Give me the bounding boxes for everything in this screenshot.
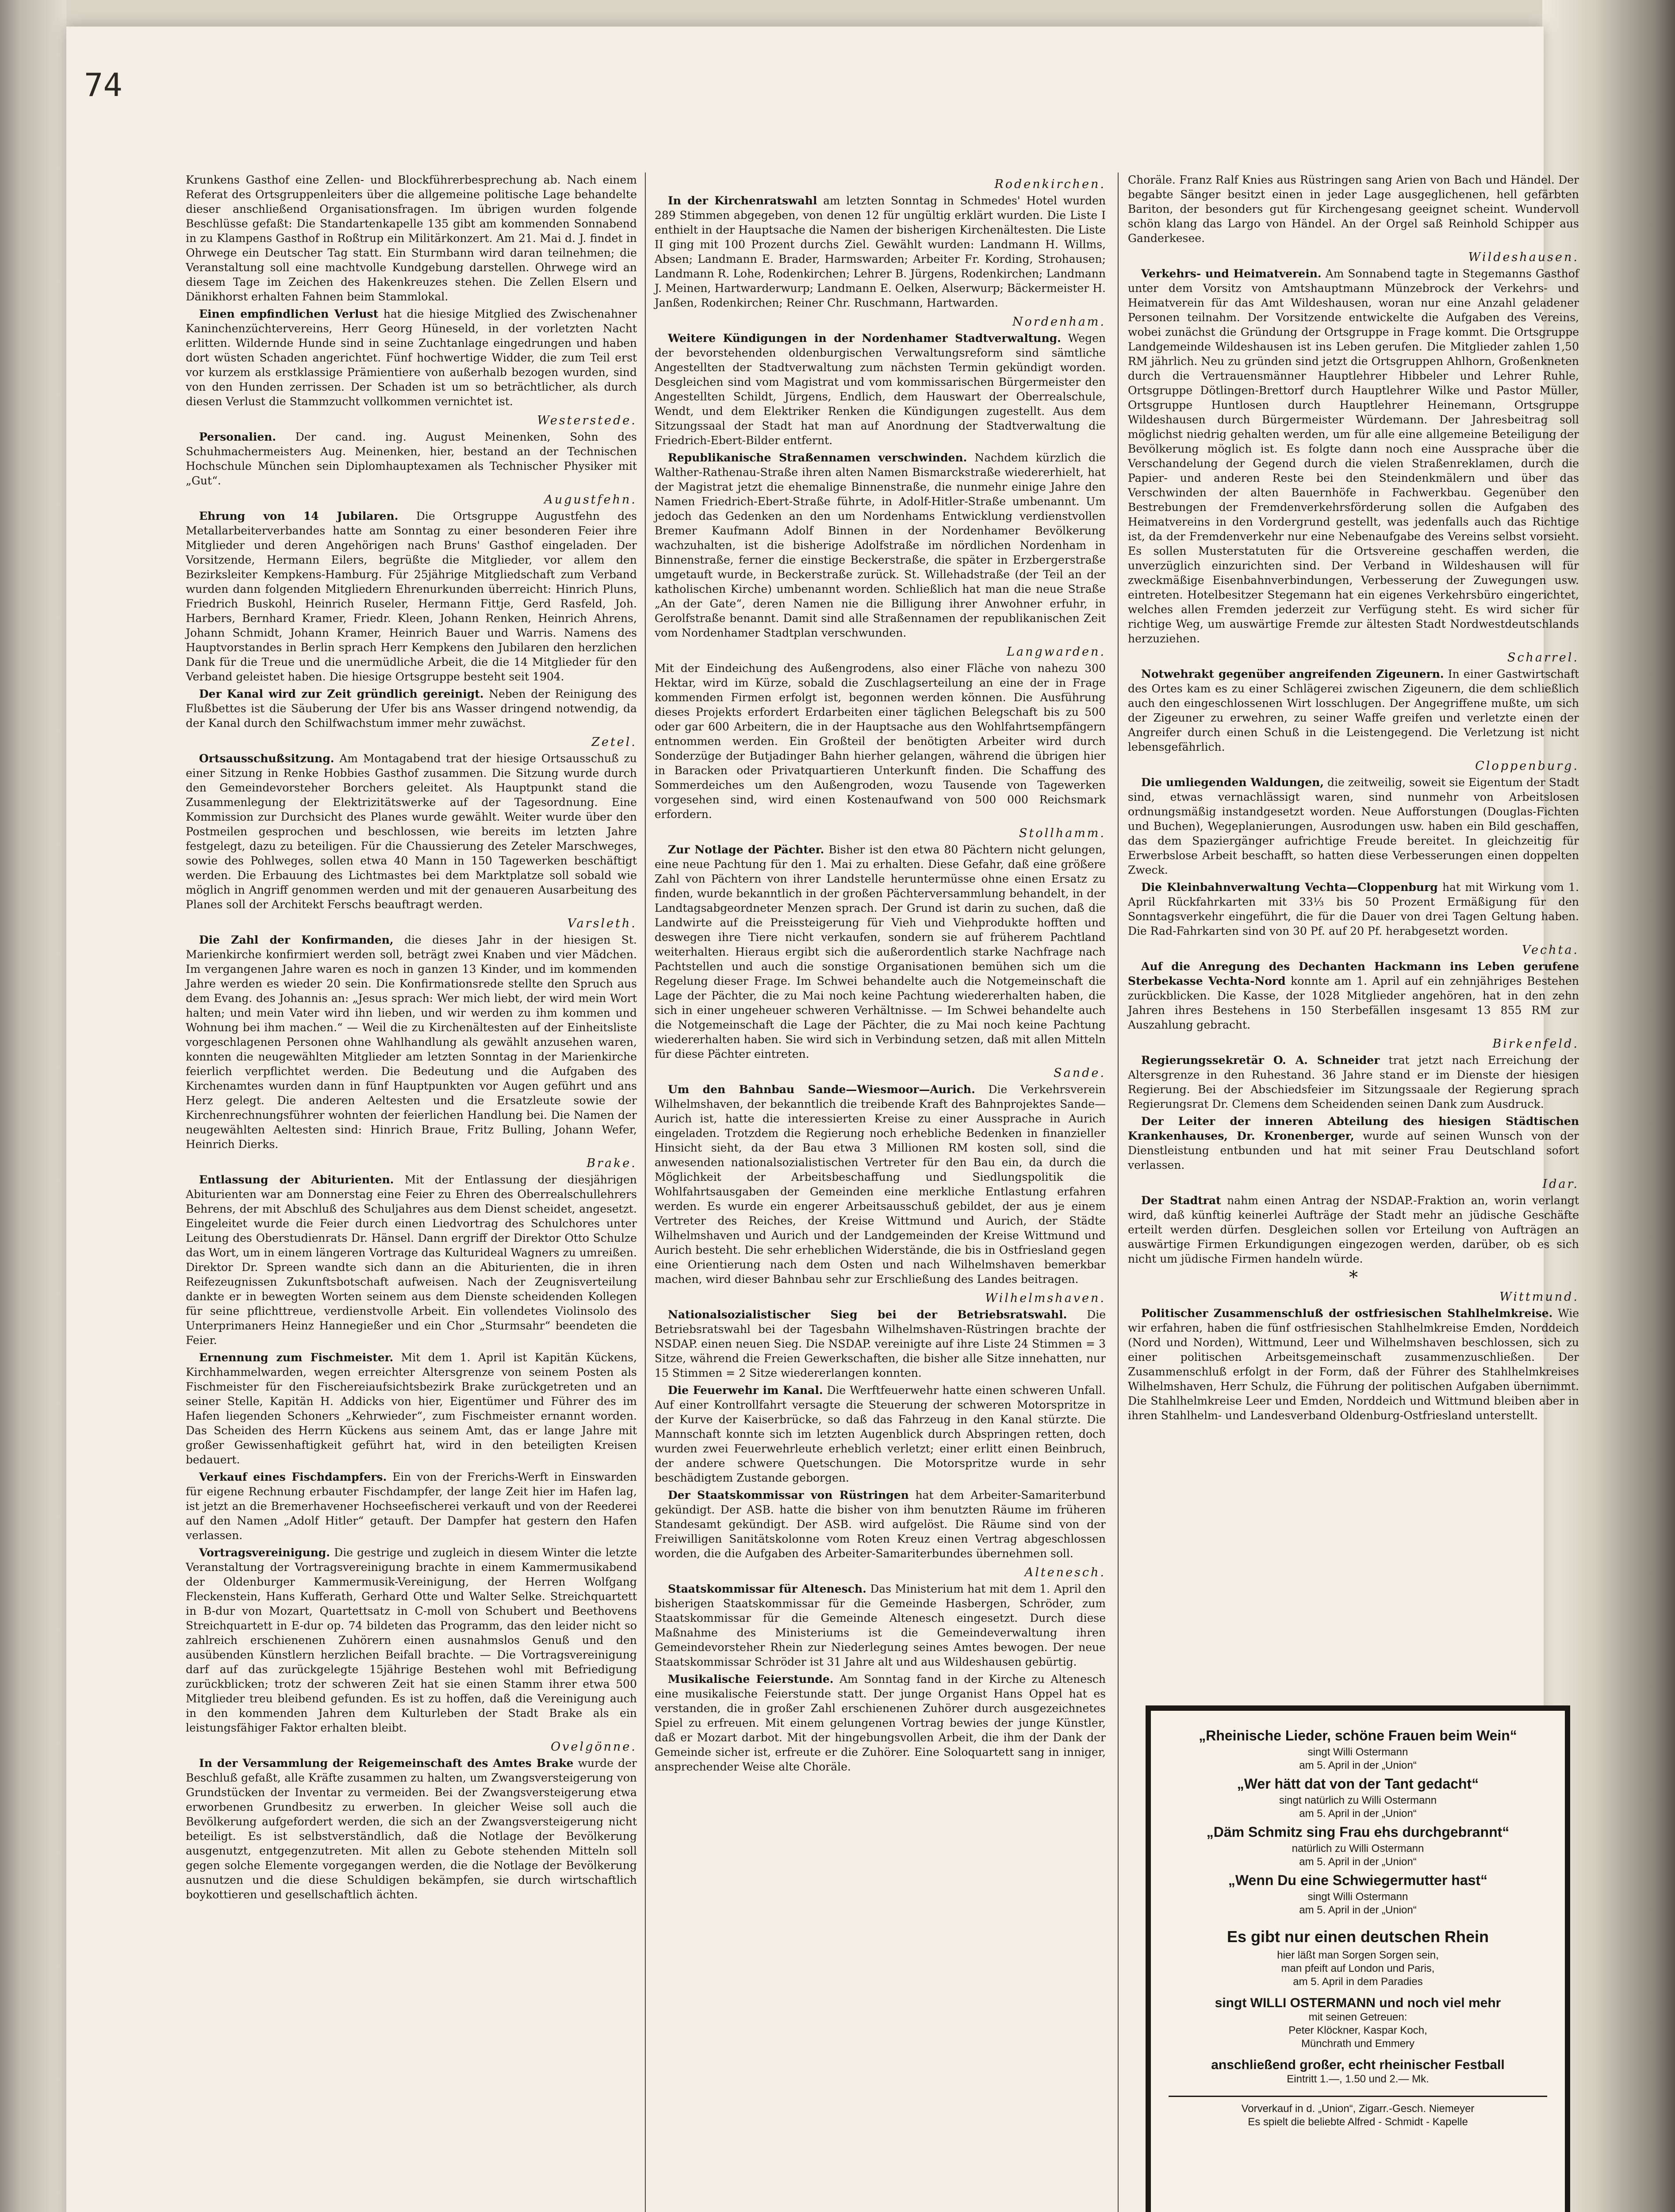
article-headline: Die Feuerwehr im Kanal.: [668, 1384, 823, 1397]
article-paragraph: [655, 842, 1106, 1061]
article-headline: Ortsausschußsitzung.: [199, 752, 334, 765]
article-dateline: Idar.: [1542, 1177, 1579, 1191]
article-headline: Die Kleinbahnverwaltung Vechta—Cloppenburg: [1141, 881, 1438, 894]
ad-song-title: „Wer hätt dat von der Tant gedacht“: [1237, 1776, 1479, 1792]
article-block: [1128, 250, 1579, 646]
article-headline: Die umliegenden Waldungen,: [1141, 776, 1324, 789]
article-text: Wie wir erfahren, haben die fünf ostfriesischen Stahlhelmkreise Emden, Norddeich (Nord und Norden), Wittmund, Leer und Wilhelmshaven beschlossen, sich zu einer politischen Arbeitsgemeinschaft zusammenzuschließen. Der Zusammenschluß erfolgt in der Form, daß der Führer des Stahlhelmkreises Wilhelmshaven, Herr Schulz, die Führung der politischen Aufgaben übernimmt. Die Stahlhelmkreise Leer und Emden, Norddeich und Wittmund bleiben aber in ihren Stahlhelm- und Landesverband Oldenburg-Ostfriesland unterstellt.: [1128, 1307, 1579, 1422]
ad-song-line: singt natürlich zu Willi Ostermann: [1279, 1794, 1437, 1806]
column-2: [655, 173, 1106, 1777]
article-block: [655, 826, 1106, 1061]
page-number: 74: [84, 66, 123, 104]
article-paragraph: [1128, 880, 1579, 938]
article-dateline: Altenesch.: [1024, 1566, 1106, 1579]
ad-line: hier läßt man Sorgen Sorgen sein,: [1277, 1949, 1439, 1961]
ad-song-line: singt Willi Ostermann: [1307, 1746, 1408, 1758]
article-text: nahm einen Antrag der NSDAP.-Fraktion an, worin verlangt wird, daß künftig keinerlei Aufträge der Stadt mehr an jüdische Geschäfte erteilt werden dürfen. Desgleichen sollen vor Erteilung von Aufträgen an auswärtige Firmen Erkundigungen eingezogen werden, darüber, ob es sich nicht um jüdische Firmen handeln würde.: [1128, 1194, 1579, 1265]
article-paragraph: [655, 331, 1106, 448]
article-block: [186, 1740, 637, 1902]
article-headline: Vortragsvereinigung.: [199, 1546, 330, 1559]
article-paragraph: [186, 307, 637, 409]
article-paragraph: [186, 1350, 637, 1467]
article-paragraph: [1128, 266, 1579, 646]
article-text: Das Ministerium hat mit dem 1. April den bisherigen Staatskommissar für die Gemeinde Hasbergen, Schröder, zum Staatskommissar für die Gemeinde Altenesch eingesetzt. Durch diese Maßnahme des Ministeriums ist die Gemeindeverwaltung ihren Gemeindevorsteher Rhein zur Niederlegung seines Amtes bewogen. Der neue Staatskommissar Schröder ist 31 Jahre alt und aus Wildeshausen gebürtig.: [655, 1582, 1106, 1668]
article-headline: Die Zahl der Konfirmanden,: [199, 933, 394, 946]
article-dateline: Vechta.: [1522, 943, 1579, 957]
article-block: [655, 1291, 1106, 1380]
ad-song-title: „Däm Schmitz sing Frau ehs durchgebrannt“: [1206, 1824, 1510, 1840]
article-headline: Um den Bahnbau Sande—Wiesmoor—Aurich.: [668, 1083, 975, 1096]
ad-song-line: am 5. April in der „Union“: [1299, 1904, 1417, 1916]
article-headline: Ernennung zum Fischmeister.: [199, 1351, 394, 1364]
article-headline: Politischer Zusammenschluß der ostfriesischen Stahlhelmkreise.: [1141, 1307, 1553, 1320]
article-headline: In der Versammlung der Reigemeinschaft des Amtes Brake: [199, 1757, 574, 1770]
ad-song-title: „Wenn Du eine Schwiegermutter hast“: [1228, 1872, 1488, 1888]
article-block: [655, 1488, 1106, 1561]
article-text: Die Ortsgruppe Augustfehn des Metallarbeiterverbandes hatte am Sonntag zu einer besonderen Feier ihre Mitglieder und deren Angehörigen nach Bruns' Gasthof eingeladen. Der Vorsitzende, Hermann Eilers, begrüßte die Mitglieder, vor allem den Bezirksleiter Kempkens-Hamburg. Für 25jährige Mitgliedschaft zum Verband wurden dann folgenden Mitgliedern Ehrenurkunden überreicht: Hinrich Pluns, Friedrich Buskohl, Heinrich Ruseler, Hermann Fittje, Gerd Rasfeld, Joh. Harbers, Bernhard Kramer, Friedr. Kleen, Johann Renken, Heinrich Ahrens, Johann Schmidt, Johann Kramer, Heinrich Bauer und Warris. Namens des Hauptvorstandes in Berlin sprach Herr Kempkens den Jubilaren den herzlichen Dank für die Treue und die unermüdliche Arbeit, die die 14 Mitglieder für den Verband geleistet haben. Die hiesige Ortsgruppe besteht seit 1904.: [186, 510, 637, 683]
article-block: [655, 645, 1106, 822]
article-headline: Nationalsozialistischer Sieg bei der Betriebsratswahl.: [668, 1308, 1067, 1321]
article-paragraph: [655, 1307, 1106, 1380]
article-dateline: Langwarden.: [1006, 645, 1106, 659]
article-dateline: Wildeshausen.: [1468, 250, 1579, 264]
article-block: [1128, 1290, 1579, 1423]
article-text: Bisher ist den etwa 80 Pächtern nicht gelungen, eine neue Pachtung für den 1. Mai zu erhalten. Diese Gefahr, daß eine größere Zahl von Pächtern von ihrer Landstelle heruntermüsse ohne einen Ersatz zu finden, wurde bekanntlich in der großen Pächterversammlung behandelt, in der Landtagsabgeordneter Menzen sprach. Der Grund ist darin zu suchen, daß die Landwirte auf die Preissteigerung für Vieh und Viehprodukte hofften und deswegen ihre Tiere nicht verkaufen, sondern sie auf früherem Pachtland weiterhalten. Hieraus ergibt sich die außerordentlich starke Nachfrage nach Pachtstellen und auch die sonstige Organisationen bemühen sich um die Regelung dieser Frage. Im Schwei behandelte auch die Notgemeinschaft die Lage der Pächter, die zu Mai noch keine Pachtung wiedererhalten haben, die sich in einer ungeheuer schweren Verhältnisse. — Im Schwei behandelte auch die Notgemeinschaft die Lage der Pächter, die zu Mai noch keine Pachtung wiedererhalten haben. Sie wird sich in Verbindung setzen, daß mit allen Mitteln für diese Pächter eintreten.: [655, 843, 1106, 1060]
article-paragraph: [655, 1488, 1106, 1561]
article-paragraph: [186, 1172, 637, 1348]
article-headline: Staatskommissar für Altenesch.: [668, 1582, 866, 1595]
article-paragraph: [186, 509, 637, 684]
article-paragraph: [655, 661, 1106, 822]
article-dateline: Nordenham.: [1012, 315, 1106, 329]
article-headline: Einen empfindlichen Verlust: [199, 307, 379, 320]
article-headline: Der Staatskommissar von Rüstringen: [668, 1489, 909, 1502]
article-block: [1128, 943, 1579, 1032]
article-text: trat jetzt nach Erreichung der Altersgrenze in den Ruhestand. 36 Jahre stand er im Dienste der hiesigen Regierung. Bei der Abschiedsfeier im Sitzungssaale der Regierung sprach Regierungsrat Dr. Clemens dem Scheidenden seinen Dank zum Ausdruck.: [1128, 1054, 1579, 1110]
article-paragraph: [1128, 1114, 1579, 1172]
article-text: hat mit Wirkung vom 1. April Rückfahrkarten mit 33⅓ bis 50 Prozent Ermäßigung für den Sonntagsverkehr eingeführt, die für die Dauer von drei Tagen Geltung haben. Die Rad-Fahrkarten sind von 30 Pf. auf 20 Pf. herabgesetzt worden.: [1128, 881, 1579, 937]
ad-line: am 5. April in dem Paradies: [1293, 1976, 1423, 1988]
column-1: [186, 173, 637, 1905]
article-paragraph: [655, 193, 1106, 310]
ad-song-line: singt Willi Ostermann: [1307, 1891, 1408, 1903]
article-text: wurde auf seinen Wunsch von der Dienstleistung entbunden und hat mit seiner Frau Deutschland sofort verlassen.: [1128, 1129, 1579, 1171]
ad-song-2: [1169, 1776, 1547, 1820]
article-block: [186, 916, 637, 1152]
article-text: am letzten Sonntag in Schmedes' Hotel wurden 289 Stimmen abgegeben, von denen 12 für ungültig erklärt wurden. Die Liste I enthielt in der Hauptsache die Namen der bisherigen Kirchenältesten. Die Liste II ging mit 100 Prozent durchs Ziel. Gewählt wurden: Landmann H. Willms, Absen; Landmann E. Brader, Harmswarden; Arbeiter Fr. Kording, Strohausen; Landmann R. Lohe, Rodenkirchen; Lehrer B. Jürgens, Rodenkirchen; Landmann J. Meinen, Hartwarderwurp; Landmann E. Oelken, Alserwurp; Bäckermeister H. Janßen, Rodenkirchen; Reiner Chr. Ruschmann, Hartwarden.: [655, 194, 1106, 309]
article-block: [186, 1350, 637, 1467]
article-paragraph: [1128, 1193, 1579, 1266]
article-text: Die gestrige und zugleich in diesem Winter die letzte Veranstaltung der Vortragsvereinigung brachte in einem Kammermusikabend der Oldenburger Kammermusik-Vereinigung, der Herren Wolfgang Fleckenstein, Hans Kufferath, Gerhard Otte und Walter Selke. Streichquartett in B-dur von Mozart, Quartettsatz in C-moll von Schubert und Beethovens Streichquartett in E-dur op. 74 bildeten das Programm, das den leider nicht so zahlreich erschienenen Zuhörern einen ausnahmslos Genuß und den ausübenden Künstlern herzlichen Beifall brachte. — Die Vortragsvereinigung darf auf das zurückgelegte 15jährige Bestehen wohl mit Befriedigung zurückblicken; trotz der schweren Zeit hat sie einen Stamm ihrer etwa 500 Mitglieder treu bleibend gefunden. Es ist zu hoffen, daß die Vereinigung auch in den kommenden Jahren dem Kulturleben der Stadt Brake als ein leistungsfähiger Faktor erhalten bleibt.: [186, 1546, 637, 1734]
column-rule: [1118, 173, 1119, 2212]
ad-line: Peter Klöckner, Kaspar Koch,: [1288, 2024, 1427, 2036]
article-paragraph: [186, 173, 637, 304]
article-block: [1128, 1114, 1579, 1172]
article-dateline: Stollhamm.: [1019, 826, 1106, 840]
article-headline: Auf die Anregung des Dechanten Hackmann ins Leben gerufene Sterbekasse Vechta-Nord: [1128, 960, 1579, 987]
article-dateline: Birkenfeld.: [1492, 1037, 1579, 1051]
article-block: [186, 687, 637, 730]
article-headline: Weitere Kündigungen in der Nordenhamer Stadtverwaltung.: [668, 332, 1061, 345]
article-block: [186, 413, 637, 488]
article-paragraph: [1128, 1053, 1579, 1111]
article-paragraph: [186, 751, 637, 912]
article-text: Mit dem 1. April ist Kapitän Kückens, Kirchhammelwarden, wegen erreichter Altersgrenze von seinem Posten als Fischmeister für den Fischereiaufsichtsbezirk Brake zurückgetreten und an seiner Stelle, Kapitän H. Addicks von hier, Eigentümer und Führer des im Hafen liegenden Schoners „Kehrwieder“, zum Fischmeister ernannt worden. Das Scheiden des Herrn Kückens aus seinem Amt, das er lange Jahre mit großer Gewissenhaftigkeit geführt hat, wird in den beteiligten Kreisen bedauert.: [186, 1351, 637, 1466]
article-paragraph: [655, 1672, 1106, 1774]
column-rule: [645, 173, 646, 2212]
article-block: [186, 307, 637, 409]
article-dateline: Brake.: [586, 1156, 637, 1170]
article-block: [1128, 173, 1579, 246]
ad-song-title: „Rheinische Lieder, schöne Frauen beim Wein“: [1199, 1728, 1517, 1743]
article-headline: Verkauf eines Fischdampfers.: [199, 1471, 387, 1483]
article-text: die zeitweilig, soweit sie Eigentum der Stadt sind, etwas vernachlässigt waren, sind nunmehr von Arbeitslosen ordnungsmäßig instandgesetzt worden. Neue Aufforstungen (Douglas-Fichten und Buchen), Wegeplanierungen, Ausrodungen usw. haben ein Bild geschaffen, das dem Spaziergänger aufrichtige Freude bereitet. In gleichzeitig für Erwerbslose Arbeit beschafft, so hatten diese Verbesserungen einen doppelten Zweck.: [1128, 776, 1579, 876]
ad-song-4: [1169, 1872, 1547, 1917]
ad-headline: Es gibt nur einen deutschen Rhein: [1227, 1928, 1489, 1946]
article-block: [655, 450, 1106, 640]
article-paragraph: [1128, 1306, 1579, 1423]
article-block: [655, 1383, 1106, 1485]
article-dateline: Wittmund.: [1499, 1290, 1579, 1304]
article-text: Wegen der bevorstehenden oldenburgischen Verwaltungsreform sind sämtliche Angestellten der Stadtverwaltung zum nächsten Termin gekündigt worden. Desgleichen sind vom Magistrat und vom kommissarischen Bürgermeister den Angestellten Schildt, Jürgens, Endlich, dem Hauswart der Oberrealschule, Wendt, und dem Elektriker Renken die Kündigungen zugestellt. Aus dem Sitzungssaal der Stadt hat man auf Anordnung der Stadtverwaltung die Friedrich-Ebert-Bilder entfernt.: [655, 332, 1106, 447]
article-dateline: Wilhelmshaven.: [985, 1291, 1106, 1305]
article-dateline: Augustfehn.: [544, 493, 637, 507]
ad-song-line: natürlich zu Willi Ostermann: [1292, 1843, 1424, 1855]
page-edge-left: [0, 0, 66, 2212]
article-paragraph: [1128, 667, 1579, 754]
article-headline: Ehrung von 14 Jubilaren.: [199, 510, 399, 522]
article-block: [1128, 880, 1579, 938]
article-block: [655, 1066, 1106, 1286]
ad-line: man pfeift auf London und Paris,: [1281, 1962, 1435, 1974]
article-text: Neben der Reinigung des Flußbettes ist die Säuberung der Ufer bis ans Wasser dringend notwendig, da der Kanal durch den Schilfwachstum immer mehr zuwächst.: [186, 687, 637, 730]
article-block: [186, 492, 637, 684]
article-text: hat dem Arbeiter-Samariterbund gekündigt. Der ASB. hatte die bisher von ihm benutzten Räume im früheren Standesamt gekündigt. Der ASB. wird aufgelöst. Die Räume sind von der Freiwilligen Sanitätskolonne vom Roten Kreuz einen Vertrag abgeschlossen worden, die die Aufgaben des Arbeiter-Samariterbundes übernehmen soll.: [655, 1489, 1106, 1560]
article-dateline: Varsleth.: [567, 917, 637, 930]
article-paragraph: [186, 933, 637, 1152]
article-paragraph: [186, 430, 637, 488]
article-text: wurde der Beschluß gefaßt, alle Kräfte zusammen zu halten, um Zwangsversteigerung von Grundstücken der Inventar zu vermeiden. Bei der Zwangsversteigerung etwa erworbenen Grundbesitz zu erwerben. In gleicher Weise soll auch die Bevölkerung aufgefordert werden, die sich an der Zwangsversteigerung nicht beteiligt. Es ist selbstverständlich, daß die Notlage der Bevölkerung ausgenutzt, entgegenzutreten. Mit allen zu Gebote stehenden Mitteln soll gegen solche Elemente vorgegangen werden, die die Notlage der Bevölkerung ausnutzen und die diese Schuldigen bekämpfen, sie durch wirtschaftlich boykottieren und gesellschaftlich ächten.: [186, 1757, 637, 1901]
article-headline: Der Kanal wird zur Zeit gründlich gereinigt.: [199, 687, 484, 700]
article-block: [186, 735, 637, 912]
article-headline: Der Stadtrat: [1141, 1194, 1221, 1207]
article-block: [655, 1672, 1106, 1774]
ad-divider: [1169, 2096, 1547, 2097]
article-text: Ein von der Frerichs-Werft in Einswarden für eigene Rechnung erbauter Fischdampfer, der lange Zeit hier im Hafen lag, ist jetzt an die Bremerhavener Hochseefischerei verkauft und von der Reederei auf den Namen „Adolf Hitler“ getauft. Der Dampfer hat gestern den Hafen verlassen.: [186, 1471, 637, 1542]
concert-advertisement: [1146, 1705, 1570, 2212]
ad-song-3: [1169, 1824, 1547, 1869]
column-3: [1128, 173, 1579, 1425]
ad-song-line: am 5. April in der „Union“: [1299, 1856, 1417, 1868]
article-headline: Notwehrakt gegenüber angreifenden Zigeunern.: [1141, 668, 1444, 680]
article-block: [1128, 759, 1579, 877]
article-dateline: Ovelgönne.: [551, 1740, 637, 1754]
article-dateline: Scharrel.: [1507, 651, 1579, 664]
ad-song-1: [1169, 1728, 1547, 1772]
article-headline: Der Leiter der inneren Abteilung des hiesigen Städtischen Krankenhauses, Dr. Kronenberger,: [1128, 1115, 1579, 1142]
article-block: [186, 1156, 637, 1348]
article-headline: Republikanische Straßennamen verschwinden.: [668, 451, 967, 464]
article-paragraph: [1128, 959, 1579, 1032]
article-paragraph: [186, 687, 637, 730]
article-headline: Verkehrs- und Heimatverein.: [1141, 267, 1322, 280]
article-block: [655, 177, 1106, 310]
article-headline: Personalien.: [199, 430, 276, 443]
article-text: Mit der Eindeichung des Außengrodens, also einer Fläche von nahezu 300 Hektar, wird im Kürze, sobald die Zuschlagserteilung an eine der in Frage kommenden Firmen erfolgt ist, begonnen werden können. Die Ausführung dieses Projekts erfordert Erdarbeiten einer täglichen Belegschaft bis zu 500 oder gar 600 Arbeitern, die in der Hauptsache aus den Wohlfahrtsempfängern entnommen werden. Ein Großteil der benötigten Arbeiter wird durch Sonderzüge der Butjadinger Bahn hierher gelangen, während die übrigen hier in Baracken oder Privatquartieren Unterkunft finden. Die Schaffung des Sommerdeiches um den Außengroden, wozu Tausende von Tagewerken vorgesehen sind, wird einen Kostenaufwand von 500 000 Reichsmark erfordern.: [655, 662, 1106, 821]
article-dateline: Zetel.: [591, 735, 637, 749]
article-text: Am Sonntag fand in der Kirche zu Altenesch eine musikalische Feierstunde statt. Der junge Organist Hans Oppel hat es verstanden, die in großer Zahl erschienenen Zuhörer durch ausgezeichnetes Spiel zu erfreuen. Mit einem gelungenen Vortrag bewies der junge Künstler, daß er Mozart darbot. Mit der hingebungsvollen Arbeit, die ihm der Dank der Gemeinde sicher ist, erfreute er die Zuhörer. Eine Soloquartett sang in inniger, ansprechender Weise alte Choräle.: [655, 1673, 1106, 1773]
article-block: [186, 173, 637, 304]
ad-price: Eintritt 1.—, 1.50 und 2.— Mk.: [1287, 2073, 1429, 2085]
article-paragraph: [655, 1383, 1106, 1485]
ad-presale: Vorverkauf in d. „Union“, Zigarr.-Gesch. Niemeyer: [1241, 2103, 1475, 2115]
separator-star: *: [1349, 1267, 1358, 1288]
article-text: Mit der Entlassung der diesjährigen Abiturienten war am Donnerstag eine Feier zu Ehren des Oberrealschullehrers Behrens, der mit Abschluß des Schuljahres aus dem Dienst scheidet, angesetzt. Eingeleitet wurde die Feier durch einen Liedvortrag des Schulchores unter Leitung des Oberstudienrats Dr. Hänsel. Dann ergriff der Direktor Otto Schulze das Wort, um in einem längeren Vortrage das Kulturideal Wagners zu umreißen. Direktor Dr. Spreen wandte sich dann an die Abiturienten, die in ihren Reifezeugnissen Zukunftsbotschaft aufweisen. Nach der Zeugnisverteilung dankte er in bewegten Worten seinem aus dem Dienste scheidenden Kollegen für seine pflichttreue, verdienstvolle Arbeit. Ein vollendetes Violinsolo des Unterprimaners Heinz Hannegießer und ein Chor „Sturmsahr“ beendeten die Feier.: [186, 1173, 637, 1347]
article-headline: In der Kirchenratswahl: [668, 194, 817, 207]
article-headline: Zur Notlage der Pächter.: [668, 843, 824, 856]
article-text: Der cand. ing. August Meinenken, Sohn des Schuhmachermeisters Aug. Meinenken, hier, bestand an der Technischen Hochschule München sein Diplomhauptexamen als Technischer Physiker mit „Gut“.: [186, 430, 637, 487]
article-headline: Regierungssekretär O. A. Schneider: [1141, 1054, 1380, 1067]
article-paragraph: [186, 1545, 637, 1735]
article-paragraph: [655, 450, 1106, 640]
article-block: [1128, 1177, 1579, 1266]
article-block: [186, 1545, 637, 1735]
article-block: [1128, 1037, 1579, 1111]
article-text: die dieses Jahr in der hiesigen St. Marienkirche konfirmiert werden soll, beträgt zwei Knaben und vier Mädchen. Im vergangenen Jahre waren es noch in ganzen 13 Kinder, und im kommenden Jahre werden es wieder 20 sein. Die Konfirmationsrede stellte den Spruch aus dem Evang. des Johannis an: „Jesus sprach: Wer mich liebt, der wird mein Wort halten; und mein Vater wird ihn lieben, und wir werden zu ihm kommen und Wohnung bei ihm machen.“ — Weil die zu Kirchenältesten auf der Einheitsliste vorgeschlagenen Personen ohne Wahlhandlung als gewählt anzusehen waren, konnten die neugewählten Mitglieder am letzten Sonntag in der Marienkirche feierlich verpflichtet werden. Die Bedeutung und die Aufgaben des Kirchenamtes wurden dann in fünf Hauptpunkten vor Augen geführt und ans Herz gelegt. Die anderen Aeltesten und die Ersatzleute sowie der Kirchenrechnungsführer wohnten der feierlichen Handlung bei. Die Namen der neugewählten Aeltesten sind: Hinrich Braue, Fritz Bulling, Johann Wefer, Heinrich Dierks.: [186, 933, 637, 1151]
article-paragraph: [186, 1756, 637, 1902]
article-text: hat die hiesige Mitglied des Zwischenahner Kaninchenzüchtervereins, Herr Georg Hüneseld, in der vorletzten Nacht erlitten. Wildernde Hunde sind in seine Zuchtanlage eingedrungen und haben dort wüsten Schaden angerichtet. Fünf hochwertige Widder, die zum Teil erst vor kurzem als erstklassige Prämientiere von außerhalb bezogen wurden, sind von den Hunden zerrissen. Der Schaden ist um so beträchtlicher, als durch diesen Verlust die Stammzucht vollkommen vernichtet ist.: [186, 307, 637, 408]
article-text: konnte am 1. April auf ein zehnjähriges Bestehen zurückblicken. Die Kasse, der 1028 Mitglieder angehören, hat in den zehn Jahren ihres Bestehens in 150 Sterbefällen insgesamt 13 855 RM zur Auszahlung gebracht.: [1128, 975, 1579, 1031]
article-dateline: Cloppenburg.: [1475, 759, 1579, 773]
article-dateline: Sande.: [1054, 1066, 1106, 1080]
article-text: Choräle. Franz Ralf Knies aus Rüstringen sang Arien von Bach und Händel. Der begabte Sänger besitzt einen in jeder Lage ausgeglichenen, hell gefärbten Bariton, der besonders gut für Kirchengesang geeignet scheint. Wundervoll schön klang das Largo von Händel. An der Orgel saß Reinhold Schipper aus Ganderkesee.: [1128, 173, 1579, 245]
article-block: [655, 315, 1106, 448]
article-text: In einer Gastwirtschaft des Ortes kam es zu einer Schlägerei zwischen Zigeunern, die dem schließlich auch den eingeschlossenen Wirt losschlugen. Der Angegriffene mußte, um sich der Zigeuner zu erwehren, zu seiner Waffe greifen und verletzte einen der Angreifer durch einen Schuß in die Leistengegend. Die Verletzung ist nicht lebensgefährlich.: [1128, 668, 1579, 753]
article-block: [1128, 650, 1579, 754]
ad-song-line: am 5. April in der „Union“: [1299, 1808, 1417, 1820]
ad-headline: anschließend großer, echt rheinischer Festball: [1211, 2058, 1505, 2072]
article-paragraph: [655, 1082, 1106, 1286]
article-block: [186, 1470, 637, 1543]
ad-band: Es spielt die beliebte Alfred - Schmidt - Kapelle: [1248, 2116, 1468, 2128]
article-paragraph: [655, 1582, 1106, 1669]
article-paragraph: [1128, 775, 1579, 877]
ad-line: mit seinen Getreuen:: [1308, 2011, 1407, 2023]
ad-headline: singt WILLI OSTERMANN und noch viel mehr: [1215, 1996, 1501, 2010]
article-text: Krunkens Gasthof eine Zellen- und Blockführerbesprechung ab. Nach einem Referat des Ortsgruppenleiters über die allgemeine politische Lage behandelte dieser anschließend Organisationsfragen. Im übrigen wurden folgende Beschlüsse gefaßt: Die Standartenkapelle 135 gibt am kommenden Sonnabend in zu Klampens Gasthof in Roßtrup ein Militärkonzert. Am 21. Mai d. J. findet in Ohrwege ein Deutscher Tag statt. Ein Sturmbann wird daran teilnehmen; die Veranstaltung soll eine machtvolle Kundgebung darstellen. Ohrwege wird an diesem Tage im Zeichen des Hakenkreuzes stehen. Die Zellen Elsern und Dänikhorst erhalten Fahnen beim Stammlokal.: [186, 173, 637, 303]
article-paragraph: [1128, 173, 1579, 246]
article-text: Die Betriebsratswahl bei der Tagesbahn Wilhelmshaven-Rüstringen brachte der NSDAP. einen neuen Sieg. Die NSDAP. vereinigte auf ihre Liste 24 Stimmen = 3 Sitze, während die Freien Gewerkschaften, die bisher alle Sitze innehatten, nur 15 Stimmen = 2 Sitze wiedererlangen konnten.: [655, 1308, 1106, 1379]
article-text: Am Sonnabend tagte in Stegemanns Gasthof unter dem Vorsitz von Amtshauptmann Münzebrock der Verkehrs- und Heimatverein für das Amt Wildeshausen, woran nur eine Anzahl geladener Personen teilnahm. Der Vorsitzende entwickelte die Aufgaben des Vereins, wobei zunächst die Gründung der Ortsgruppe in Frage kommt. Die Ortsgruppe Landgemeinde Wildeshausen ist ins Leben gerufen. Die Mitglieder zahlen 1,50 RM jährlich. Neu zu gründen sind jetzt die Ortsgruppen Ahlhorn, Großenkneten durch die Vertrauensmänner Hauptlehrer Hibbeler und Lehrer Ruhle, Ortsgruppe Dötlingen-Brettorf durch Hauptlehrer Wilke und Pastor Müller, Ortsgruppe Huntlosen durch Hauptlehrer Heinemann, Ortsgruppe Wildeshausen durch Bürgermeister Würdemann. Der Jahresbeitrag soll möglichst niedrig gehalten werden, um für alle eine allgemeine Beteiligung der Bevölkerung möglich ist. Es folgte dann noch eine Aussprache über die Verschandelung der Gegend durch die vielen Straßenreklamen, durch die Papier- und anderen Reste bei den Steindenkmälern und über das Verschwinden der alten Bauernhöfe in Fachwerkbau. Gegenüber den Bestrebungen der Fremdenverkehrsförderung sollen die Aufgaben des Heimatvereins in den Vordergrund gestellt, was jedenfalls auch das Richtige ist, da der Fremdenverkehr nur eine Nebenaufgabe des Vereins selbst vorsieht. Es sollen Musterstatuten für die Ortsvereine geschaffen werden, die unverzüglich einzurichten sind. Der Verband in Wildeshausen will für zweckmäßige Eisenbahnverbindungen, Verbesserung der Zuwegungen usw. eintreten. Hotelbesitzer Stegemann hat ein eigenes Verkehrsbüro eingerichtet, welches allen Fremden jederzeit zur Verfügung steht. Es wird sicher für richtige Weg, um auswärtige Fremde zur ältesten Stadt Nordwestdeutschlands herzuziehen.: [1128, 267, 1579, 645]
article-text: Am Montagabend trat der hiesige Ortsausschuß zu einer Sitzung in Renke Hobbies Gasthof zusammen. Die Sitzung wurde durch den Gemeindevorsteher Borchers geleitet. Als Hauptpunkt stand die Zusammenlegung der Elektrizitätswerke auf der Tagesordnung. Eine Kommission zur Durchsicht des Planes wurde gewählt. Weiter wurde über den Postmeilen gesprochen und beschlossen, wie bereits im letzten Jahre festgelegt, dazu zu beteiligen. Für die Chaussierung des Zeteler Marschweges, sowie des Pohlweges, sollen etwa 40 Mann in 150 Tagewerken beschäftigt werden. Die Erbauung des Lichtmastes bei dem Marktplatze soll sobald wie möglich in Angriff genommen werden und mit der genaueren Ausarbeitung des Planes soll der Architekt Ferschs beauftragt werden.: [186, 752, 637, 911]
article-text: Die Werftfeuerwehr hatte einen schweren Unfall. Auf einer Kontrollfahrt versagte die Steuerung der schweren Motorspritze in der Kurve der Kaiserbrücke, so daß das Fahrzeug in den Kanal stürzte. Die Mannschaft konnte sich im letzten Augenblick durch Abspringen retten, doch wurden zwei Feuerwehrleute erheblich verletzt; einer erlitt einen Beinbruch, der andere schwere Quetschungen. Die Motorspritze wurde in sehr beschädigtem Zustande geborgen.: [655, 1384, 1106, 1484]
article-text: Die Verkehrsverein Wilhelmshaven, der bekanntlich die treibende Kraft des Bahnprojektes Sande—Aurich ist, hatte die interessierten Kreise zu einer Aussprache in Aurich eingeladen. Trotzdem die Regierung noch erhebliche Bedenken in finanzieller Hinsicht sieht, da der Bau etwa 3 Millionen RM kosten soll, sind die anwesenden nationalsozialistischen Vertreter für den Bau ein, da durch die Möglichkeit der Arbeitsbeschaffung und Siedlungspolitik die Wohlfahrtsausgaben der Gemeinden eine merkliche Entlastung erfahren werden. Es wurde ein engerer Arbeitsausschuß gebildet, der aus je einem Vertreter des Reiches, der Kreise Wittmund und Aurich, der Städte Wilhelmshaven und Aurich und der Landgemeinden der Kreise Wittmund und Aurich besteht. Die sehr erheblichen Widerstände, die bis in Ostfriesland gegen eine Orientierung nach dem Osten und nach Wilhelmshaven bemerkbar machen, wird dieser Bahnbau sehr zur Erschließung des Landes beitragen.: [655, 1083, 1106, 1286]
ad-song-line: am 5. April in der „Union“: [1299, 1759, 1417, 1771]
article-dateline: Westerstede.: [537, 414, 637, 427]
ad-line: Münchrath und Emmery: [1301, 2038, 1415, 2050]
article-text: Nachdem kürzlich die Walther-Rathenau-Straße ihren alten Namen Bismarckstraße wiedererhielt, hat der Magistrat jetzt die ehemalige Binnenstraße, die nunmehr einige Jahre den Namen Friedrich-Ebert-Straße führte, in Adolf-Hitler-Straße umbenannt. Um jedoch das Gedenken an den um Nordenhams Entwicklung verdienstvollen Bremer Kaufmann Adolf Binnen in der Nordenhamer Bevölkerung wachzuhalten, ist die bisherige Adolfstraße im nördlichen Nordenham in Binnenstraße, ferner die einstige Beckerstraße, die später in Erzbergerstraße umgetauft wurde, in Beckerstraße zurück. St. Willehadstraße (der Teil an der katholischen Kirche) umbenannt worden. Schließlich hat man die neue Straße „An der Gate“, deren Namen nie die Billigung ihrer Anwohner erfuhr, in Gerolfstraße benannt. Damit sind alle Straßennamen der republikanischen Zeit vom Nordenhamer Stadtplan verschwunden.: [655, 451, 1106, 639]
article-paragraph: [186, 1470, 637, 1543]
article-block: [655, 1565, 1106, 1669]
article-headline: Entlassung der Abiturienten.: [199, 1173, 394, 1186]
article-headline: Musikalische Feierstunde.: [668, 1673, 834, 1686]
article-dateline: Rodenkirchen.: [994, 177, 1106, 191]
